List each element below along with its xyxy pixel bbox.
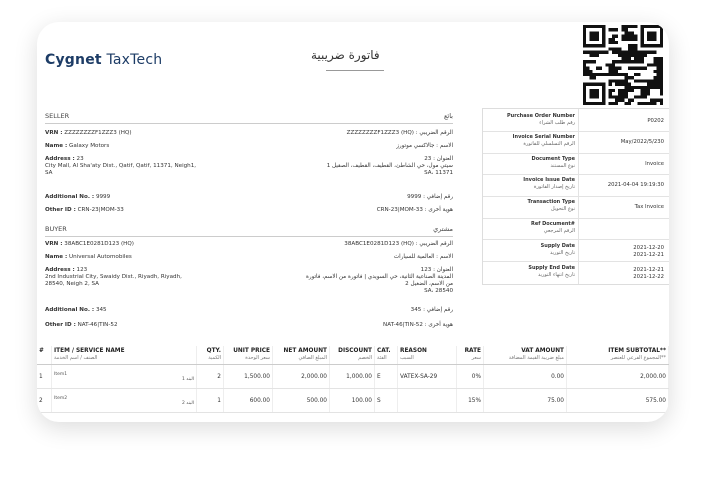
row-item: Item1 البند 1 [52, 365, 197, 389]
buyer-other-id: Other ID : NAT-46|TIN-52 [45, 322, 118, 328]
buyer-address: Address : 123 [45, 267, 88, 273]
row-reason: VATEX-SA-29 [398, 365, 457, 389]
row-rate: 0% [457, 365, 484, 389]
buyer-address-line2-ar: المدينة الصناعية الثانية، حي السويدي | فاتورة من الاسم، فاتورة [305, 274, 453, 280]
row-cat: E [375, 365, 398, 389]
meta-label-serial: Invoice Serial Number الرقم التسلسلي للفاتورة [512, 134, 575, 147]
buyer-heading-ar: مشتري [433, 225, 453, 233]
seller-other-id-ar: هوية أخرى : CRN-23|MOM-33 [376, 207, 453, 213]
table-row [37, 365, 669, 389]
col-qty: QTY. الكمية [197, 346, 224, 365]
meta-row-divider [483, 196, 669, 197]
seller-heading-ar: بائع [443, 112, 453, 120]
meta-value-issue-date: 2021-04-04 19:19:30 [607, 182, 664, 188]
meta-label-transaction: Transaction Type نوع التحويل [527, 199, 575, 212]
seller-vrn: VRN : ZZZZZZZZF1ZZZ3 (HQ) [45, 130, 132, 136]
seller-address: Address : 23 [45, 156, 84, 162]
meta-row-divider [483, 131, 669, 132]
brand-logo: Cygnet TaxTech [45, 52, 163, 68]
row-discount: 100.00 [330, 389, 375, 413]
meta-label-supply-end: Supply End Date تاريخ انتهاء التوريد [528, 265, 575, 278]
seller-other-id: Other ID : CRN-23|MOM-33 [45, 207, 124, 213]
row-net-amount: 2,000.00 [273, 365, 330, 389]
meta-label-ref: Ref Document# الرقم المرجعي [530, 221, 575, 234]
meta-value-doctype: Invoice [645, 161, 664, 167]
seller-name-ar: الاسم : جالاكسي موتورز [396, 143, 453, 149]
row-cat: S [375, 389, 398, 413]
buyer-address-line3-ar: من الاسم، الضغيل 2 [405, 281, 453, 287]
meta-label-issue-date: Invoice Issue Date تاريخ إصدار الفاتورة [523, 177, 575, 190]
col-cat: CAT. الفئة [375, 346, 398, 365]
meta-row-divider [483, 174, 669, 175]
title-underline [326, 70, 384, 71]
qr-code [583, 25, 663, 105]
col-item-subtotal: ITEM SUBTOTAL** المجموع الفرعي للعنصر** [567, 346, 669, 365]
col-item: ITEM / SERVICE NAME الصنف / اسم الخدمة [52, 346, 197, 365]
seller-divider [45, 123, 453, 124]
table-row [37, 389, 669, 413]
buyer-name-ar: الاسم : العالمية للسيارات [393, 254, 453, 260]
row-vat-amount: 75.00 [484, 389, 567, 413]
table-header-row [37, 346, 669, 365]
buyer-address-ar: العنوان : 123 [420, 267, 453, 273]
seller-vrn-ar: الرقم الضريبي : ZZZZZZZZF1ZZZ3 (HQ) [346, 130, 453, 136]
meta-label-po: Purchase Order Number رقم طلب الشراء [507, 113, 575, 126]
row-qty: 2 [197, 365, 224, 389]
meta-value-serial: May/2022/5/230 [620, 139, 664, 145]
col-discount: DISCOUNT الخصم [330, 346, 375, 365]
meta-row-divider [483, 153, 669, 154]
buyer-other-id-ar: هوية أخرى : NAT-46|TIN-52 [383, 322, 453, 328]
seller-additional-no: Additional No. : 9999 [45, 194, 111, 200]
meta-label-supply: Supply Date تاريخ التوريد [540, 243, 575, 256]
meta-row-divider [483, 261, 669, 262]
meta-value-supply-end: 2021-12-21 2021-12-22 [633, 267, 664, 281]
seller-address-ar: العنوان : 23 [424, 156, 453, 162]
buyer-vrn: VRN : 38ABC1E0281D123 (HQ) [45, 241, 134, 247]
col-reason: REASON السبب [398, 346, 457, 365]
meta-value-transaction: Tax Invoice [634, 204, 664, 210]
line-items-table [37, 346, 669, 413]
seller-address-line2: City Mall, Al Sha'aty Dist., Qatif, Qatif, 11371, Neigh1, [45, 163, 197, 169]
row-reason [398, 389, 457, 413]
row-no: 1 [37, 365, 52, 389]
invoice-title: فاتورة ضريبية [311, 48, 380, 62]
buyer-vrn-ar: الرقم الضريبي : 38ABC1E0281D123 (HQ) [344, 241, 453, 247]
col-net-amount: NET AMOUNT المبلغ الصافي [273, 346, 330, 365]
buyer-address-line4-ar: SA، 28540 [424, 288, 453, 294]
buyer-additional-no: Additional No. : 345 [45, 307, 107, 313]
invoice-meta-box [482, 108, 669, 285]
row-subtotal: 2,000.00 [567, 365, 669, 389]
row-unit-price: 1,500.00 [224, 365, 273, 389]
meta-row-divider [483, 239, 669, 240]
row-item: Item2 البند 2 [52, 389, 197, 413]
col-no: # [37, 346, 52, 365]
row-net-amount: 500.00 [273, 389, 330, 413]
meta-row-divider [483, 218, 669, 219]
meta-value-supply: 2021-12-20 2021-12-21 [633, 245, 664, 259]
row-rate: 15% [457, 389, 484, 413]
buyer-name: Name : Universal Automobiles [45, 254, 132, 260]
buyer-additional-no-ar: رقم إضافي : 345 [410, 307, 453, 313]
col-unit-price: UNIT PRICE سعر الوحدة [224, 346, 273, 365]
buyer-heading: BUYER [45, 225, 67, 233]
row-discount: 1,000.00 [330, 365, 375, 389]
meta-value-po: P0202 [647, 118, 664, 124]
buyer-divider [45, 236, 453, 237]
row-no: 2 [37, 389, 52, 413]
col-rate: RATE سعر [457, 346, 484, 365]
seller-name: Name : Galaxy Motors [45, 143, 110, 149]
row-subtotal: 575.00 [567, 389, 669, 413]
row-qty: 1 [197, 389, 224, 413]
seller-address-line3: SA [45, 170, 53, 176]
seller-additional-no-ar: رقم إضافي : 9999 [407, 194, 453, 200]
buyer-address-line2: 2nd Industrial City, Swaidy Dist., Riyadh, Riyadh, [45, 274, 182, 280]
seller-address-line3-ar: SA، 11371 [424, 170, 453, 176]
invoice-card [37, 22, 669, 422]
row-unit-price: 600.00 [224, 389, 273, 413]
col-vat-amount: VAT AMOUNT مبلغ ضريبة القيمة المضافة [484, 346, 567, 365]
seller-address-line2-ar: سيتي مول، حي الشاطئ، القطيف، القطيف، الصقيل 1 [326, 163, 453, 169]
seller-heading: SELLER [45, 112, 70, 120]
buyer-address-line3: 28540, Neigh 2, SA [45, 281, 100, 287]
meta-label-doctype: Document Type نوع المستند [531, 156, 575, 169]
row-vat-amount: 0.00 [484, 365, 567, 389]
